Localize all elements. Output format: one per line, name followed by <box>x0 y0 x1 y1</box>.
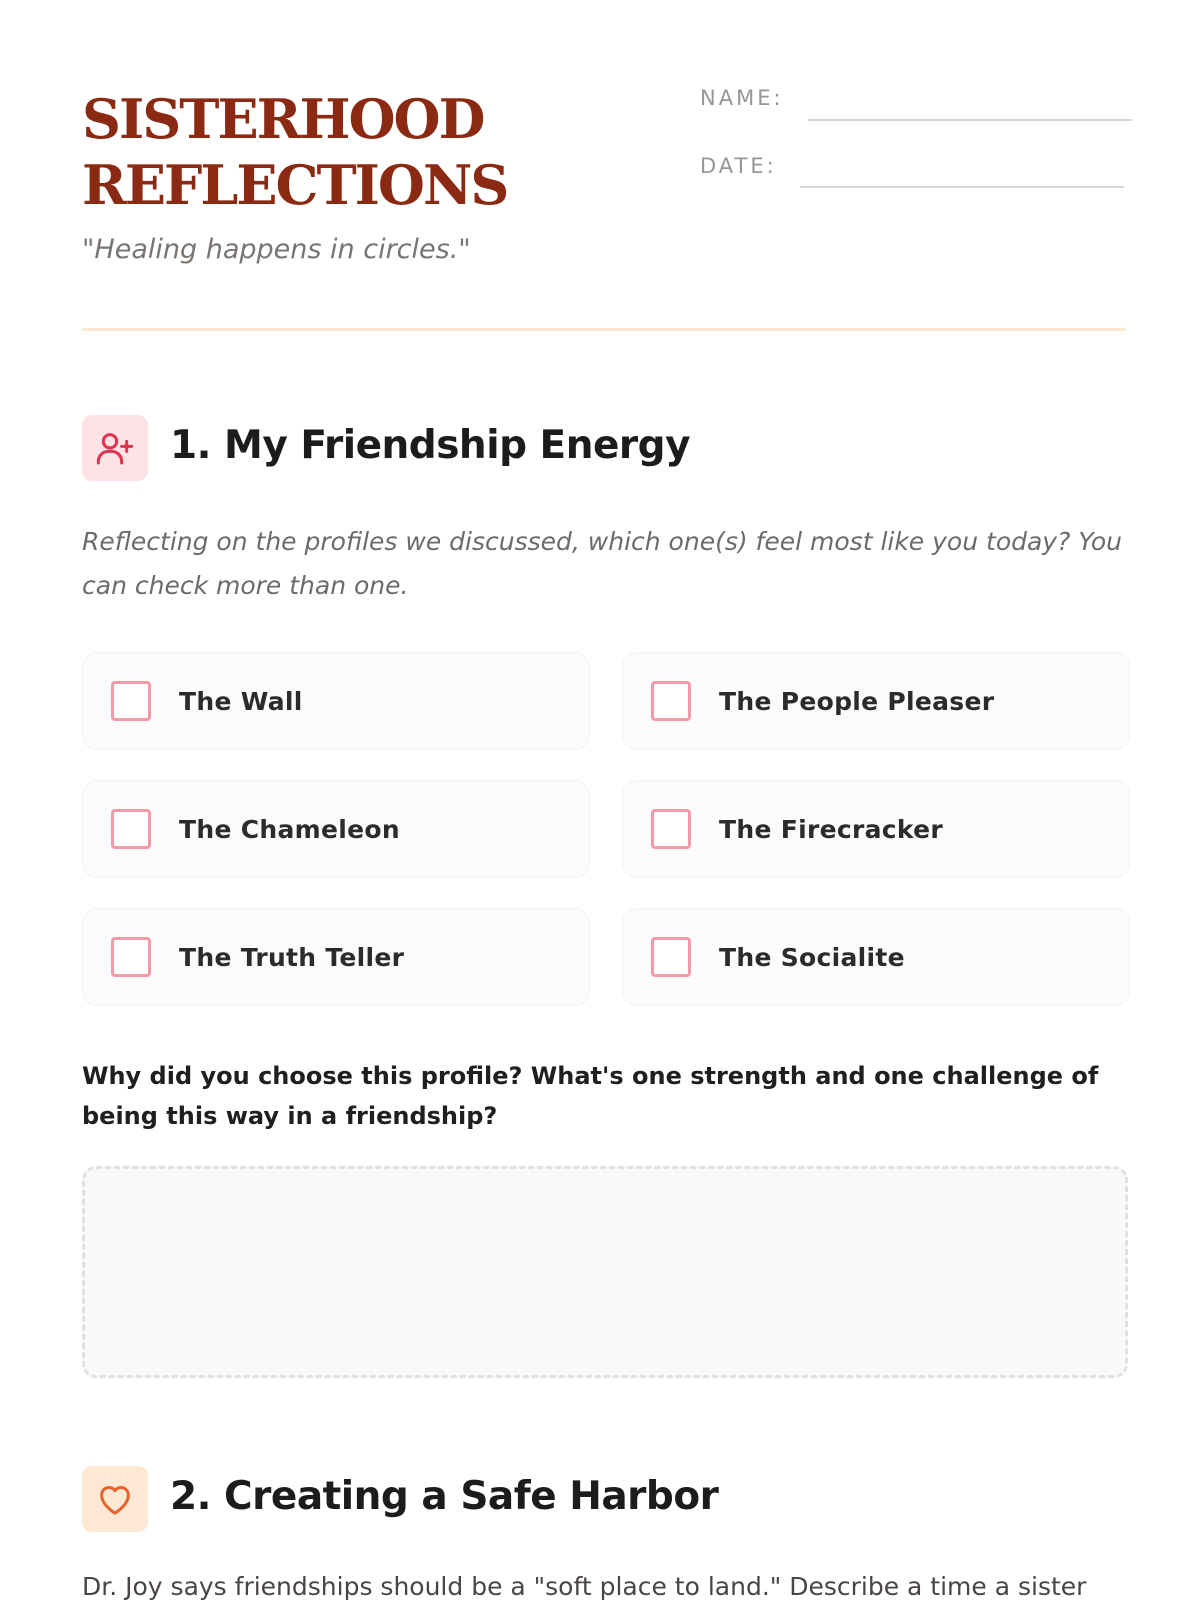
header-divider <box>82 328 1126 331</box>
checkbox[interactable] <box>651 681 691 721</box>
profile-option-label: The Firecracker <box>719 814 944 844</box>
section-1-prompt: Reflecting on the profiles we discussed, which one(s) feel most like you today? You can check more than one. <box>82 527 1122 600</box>
profile-option[interactable] <box>622 908 1130 1006</box>
title-line-1: SISTERHOOD <box>82 87 484 151</box>
user-plus-icon <box>82 415 148 481</box>
name-label: NAME: <box>700 86 784 110</box>
section-1-title: 1. My Friendship Energy <box>170 423 690 468</box>
profile-option-label: The Chameleon <box>179 814 400 844</box>
profile-option[interactable] <box>82 908 590 1006</box>
section-2-prompt: Dr. Joy says friendships should be a "soft place to land." Describe a time a sister <box>82 1572 1087 1600</box>
section-1-question: Why did you choose this profile? What's one strength and one challenge of being this way in a friendship? <box>82 1062 1099 1130</box>
heart-icon <box>82 1466 148 1532</box>
checkbox[interactable] <box>111 681 151 721</box>
date-field-line[interactable] <box>800 186 1124 188</box>
answer-textarea[interactable] <box>82 1166 1128 1378</box>
profile-option-label: The Wall <box>179 686 303 716</box>
checkbox[interactable] <box>651 809 691 849</box>
checkbox[interactable] <box>111 937 151 977</box>
title-line-2: REFLECTIONS <box>82 153 508 217</box>
profile-option-label: The Truth Teller <box>179 942 405 972</box>
profile-option[interactable] <box>622 652 1130 750</box>
checkbox[interactable] <box>111 809 151 849</box>
profile-option[interactable] <box>622 780 1130 878</box>
profile-option[interactable] <box>82 652 590 750</box>
name-field-line[interactable] <box>808 119 1132 121</box>
profile-option[interactable] <box>82 780 590 878</box>
section-2-title: 2. Creating a Safe Harbor <box>170 1474 719 1519</box>
profile-option-label: The People Pleaser <box>719 686 995 716</box>
date-label: DATE: <box>700 154 777 178</box>
profile-option-label: The Socialite <box>719 942 905 972</box>
tagline: "Healing happens in circles." <box>82 234 471 265</box>
checkbox[interactable] <box>651 937 691 977</box>
page-title <box>82 86 622 218</box>
